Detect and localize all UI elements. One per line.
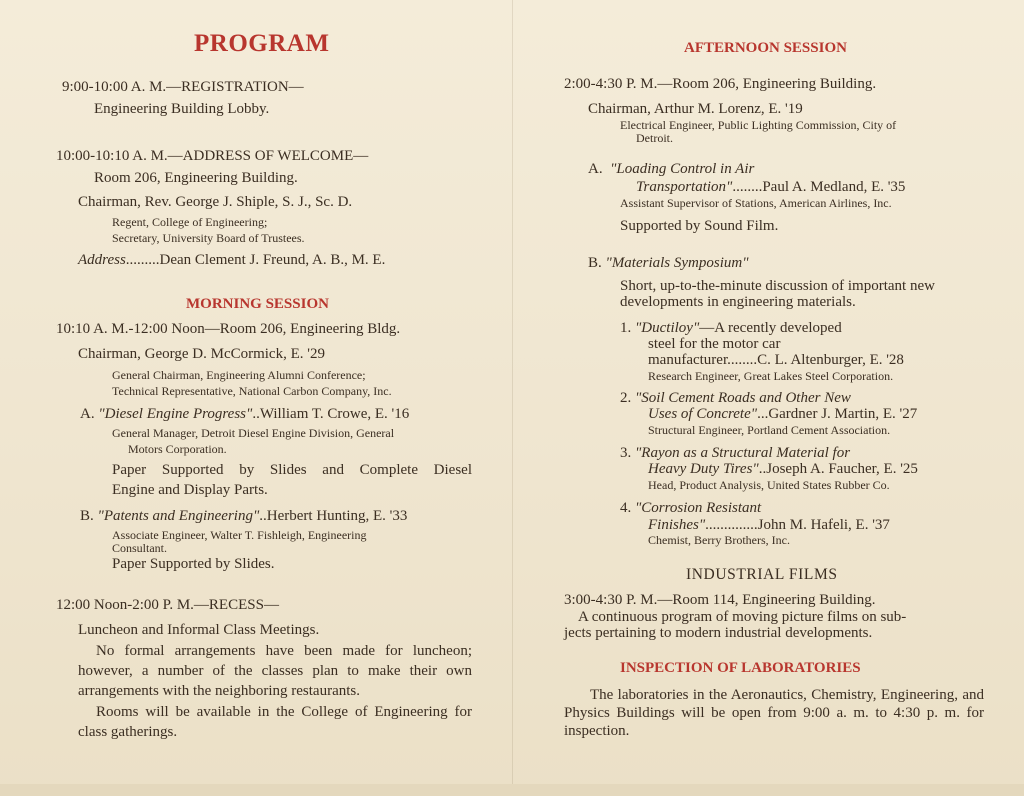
symposium-item-4 — [620, 500, 761, 517]
talk-a-speaker: ..William T. Crowe, E. '16 — [252, 406, 410, 422]
symposium-intro: developments in engineering materials. — [620, 294, 856, 310]
talk-b-prefix: B. — [80, 508, 94, 524]
item-speaker: ..............John M. Hafeli, E. '37 — [705, 517, 890, 533]
talk-b-detail: Consultant. — [112, 541, 168, 555]
item-title: "Ductiloy" — [635, 320, 700, 336]
item-speaker: ...Gardner J. Martin, E. '27 — [757, 406, 918, 422]
symposium-item-4-line2 — [648, 517, 890, 534]
registration-time: 9:00-10:00 A. M.—REGISTRATION— — [62, 79, 304, 95]
afternoon-talk-a-line2 — [636, 179, 905, 196]
item-number: 3. — [620, 445, 632, 461]
talk-a-line — [80, 406, 409, 423]
welcome-chairman-detail: Regent, College of Engineering; — [112, 215, 268, 229]
item-title: Finishes" — [648, 517, 706, 533]
talk-a-title: "Diesel Engine Progress" — [98, 406, 253, 422]
talk-b-note: Paper Supported by Slides. — [112, 556, 275, 572]
paper-edge — [0, 784, 1024, 796]
industrial-films-heading: INDUSTRIAL FILMS — [686, 566, 838, 583]
afternoon-chairman: Chairman, Arthur M. Lorenz, E. '19 — [588, 101, 803, 117]
afternoon-chairman-detail: Detroit. — [636, 131, 673, 145]
recess-luncheon: Luncheon and Informal Class Meetings. — [78, 622, 320, 638]
item-title: Heavy Duty Tires" — [648, 461, 759, 477]
morning-chairman: Chairman, George D. McCormick, E. '29 — [78, 346, 325, 362]
symposium-item-1 — [620, 320, 842, 337]
morning-session-heading: MORNING SESSION — [186, 296, 329, 312]
afternoon-talk-a-title: "Loading Control in Air — [610, 161, 755, 177]
symposium-item-3-line2 — [648, 461, 918, 478]
talk-a-detail: General Manager, Detroit Diesel Engine Division, General — [112, 426, 395, 440]
item-title: "Rayon as a Structural Material for — [635, 445, 851, 461]
item-title-rest: —A recently developed — [699, 320, 842, 336]
symposium-item-1-line2: steel for the motor car — [648, 336, 781, 352]
talk-a-detail: Motors Corporation. — [128, 442, 227, 456]
item-title: Uses of Concrete" — [648, 406, 758, 422]
symposium-item-1-speaker: manufacturer........C. L. Altenburger, E. '28 — [648, 352, 904, 368]
morning-chairman-detail: Technical Representative, National Carbon Company, Inc. — [112, 384, 392, 398]
welcome-location: Room 206, Engineering Building. — [94, 170, 298, 186]
registration-location: Engineering Building Lobby. — [94, 101, 270, 117]
inspection-heading: INSPECTION OF LABORATORIES — [620, 660, 861, 676]
afternoon-talk-a-speaker: ........Paul A. Medland, E. '35 — [732, 179, 906, 195]
symposium-item-2-detail: Structural Engineer, Portland Cement Association. — [648, 423, 891, 437]
recess-rooms-paragraph: Rooms will be available in the College of Engineering for class gatherings. — [78, 704, 472, 740]
address-speaker: .........Dean Clement J. Freund, A. B., M. E. — [125, 252, 386, 268]
recess-paragraph: No formal arrangements have been made for luncheon; however, a number of the classes plan to make their own arrangements with the neighboring restaurants. — [78, 643, 472, 699]
item-number: 1. — [620, 320, 632, 336]
welcome-address-line — [78, 252, 385, 269]
talk-a-note: Paper Supported by Slides and Complete Diesel — [112, 462, 472, 478]
afternoon-talk-b-prefix: B. — [588, 255, 602, 271]
afternoon-talk-a-note: Supported by Sound Film. — [620, 218, 779, 234]
afternoon-session-heading: AFTERNOON SESSION — [684, 40, 847, 56]
symposium-item-2 — [620, 390, 851, 407]
afternoon-talk-a-title: Transportation" — [636, 179, 733, 195]
talk-b-title: "Patents and Engineering" — [97, 508, 260, 524]
afternoon-talk-b-line — [588, 255, 749, 272]
symposium-item-3 — [620, 445, 850, 462]
center-fold — [512, 0, 513, 796]
talk-b-line — [80, 508, 407, 525]
item-title: "Corrosion Resistant — [635, 500, 762, 516]
welcome-time: 10:00-10:10 A. M.—ADDRESS OF WELCOME— — [56, 148, 369, 164]
films-time: 3:00-4:30 P. M.—Room 114, Engineering Building. — [564, 592, 876, 608]
welcome-chairman-detail: Secretary, University Board of Trustees. — [112, 231, 305, 245]
item-title: "Soil Cement Roads and Other New — [635, 390, 851, 406]
talk-a-note: Engine and Display Parts. — [112, 482, 268, 498]
afternoon-talk-a-line — [588, 161, 754, 178]
symposium-item-4-detail: Chemist, Berry Brothers, Inc. — [648, 533, 790, 547]
symposium-item-2-line2 — [648, 406, 917, 423]
films-text: A continuous program of moving picture films on sub- — [578, 609, 907, 625]
item-number: 2. — [620, 390, 632, 406]
inspection-text: The laboratories in the Aeronautics, Chemistry, Engineering, and Physics Buildings will be open from 9:00 a. m. to 4:30 p. m. for inspection. — [564, 687, 984, 739]
symposium-item-1-detail: Research Engineer, Great Lakes Steel Corporation. — [648, 369, 894, 383]
welcome-chairman: Chairman, Rev. George J. Shiple, S. J., Sc. D. — [78, 194, 353, 210]
recess-time: 12:00 Noon-2:00 P. M.—RECESS— — [56, 597, 279, 613]
program-title: PROGRAM — [194, 30, 330, 57]
morning-time: 10:10 A. M.-12:00 Noon—Room 206, Engineering Bldg. — [56, 321, 401, 337]
symposium-item-3-detail: Head, Product Analysis, United States Rubber Co. — [648, 478, 890, 492]
afternoon-chairman-detail: Electrical Engineer, Public Lighting Commission, City of — [620, 118, 897, 132]
afternoon-talk-a-detail: Assistant Supervisor of Stations, American Airlines, Inc. — [620, 196, 892, 210]
afternoon-talk-a-prefix: A. — [588, 161, 603, 177]
item-speaker: ..Joseph A. Faucher, E. '25 — [758, 461, 918, 477]
address-label: Address — [78, 252, 126, 268]
films-text: jects pertaining to modern industrial developments. — [564, 625, 873, 641]
afternoon-talk-b-title: "Materials Symposium" — [605, 255, 749, 271]
item-number: 4. — [620, 500, 632, 516]
talk-a-prefix: A. — [80, 406, 95, 422]
talk-b-detail: Associate Engineer, Walter T. Fishleigh, Engineering — [112, 528, 367, 542]
morning-chairman-detail: General Chairman, Engineering Alumni Conference; — [112, 368, 366, 382]
symposium-intro: Short, up-to-the-minute discussion of important new — [620, 278, 935, 294]
talk-b-speaker: ..Herbert Hunting, E. '33 — [259, 508, 408, 524]
afternoon-time: 2:00-4:30 P. M.—Room 206, Engineering Building. — [564, 76, 877, 92]
